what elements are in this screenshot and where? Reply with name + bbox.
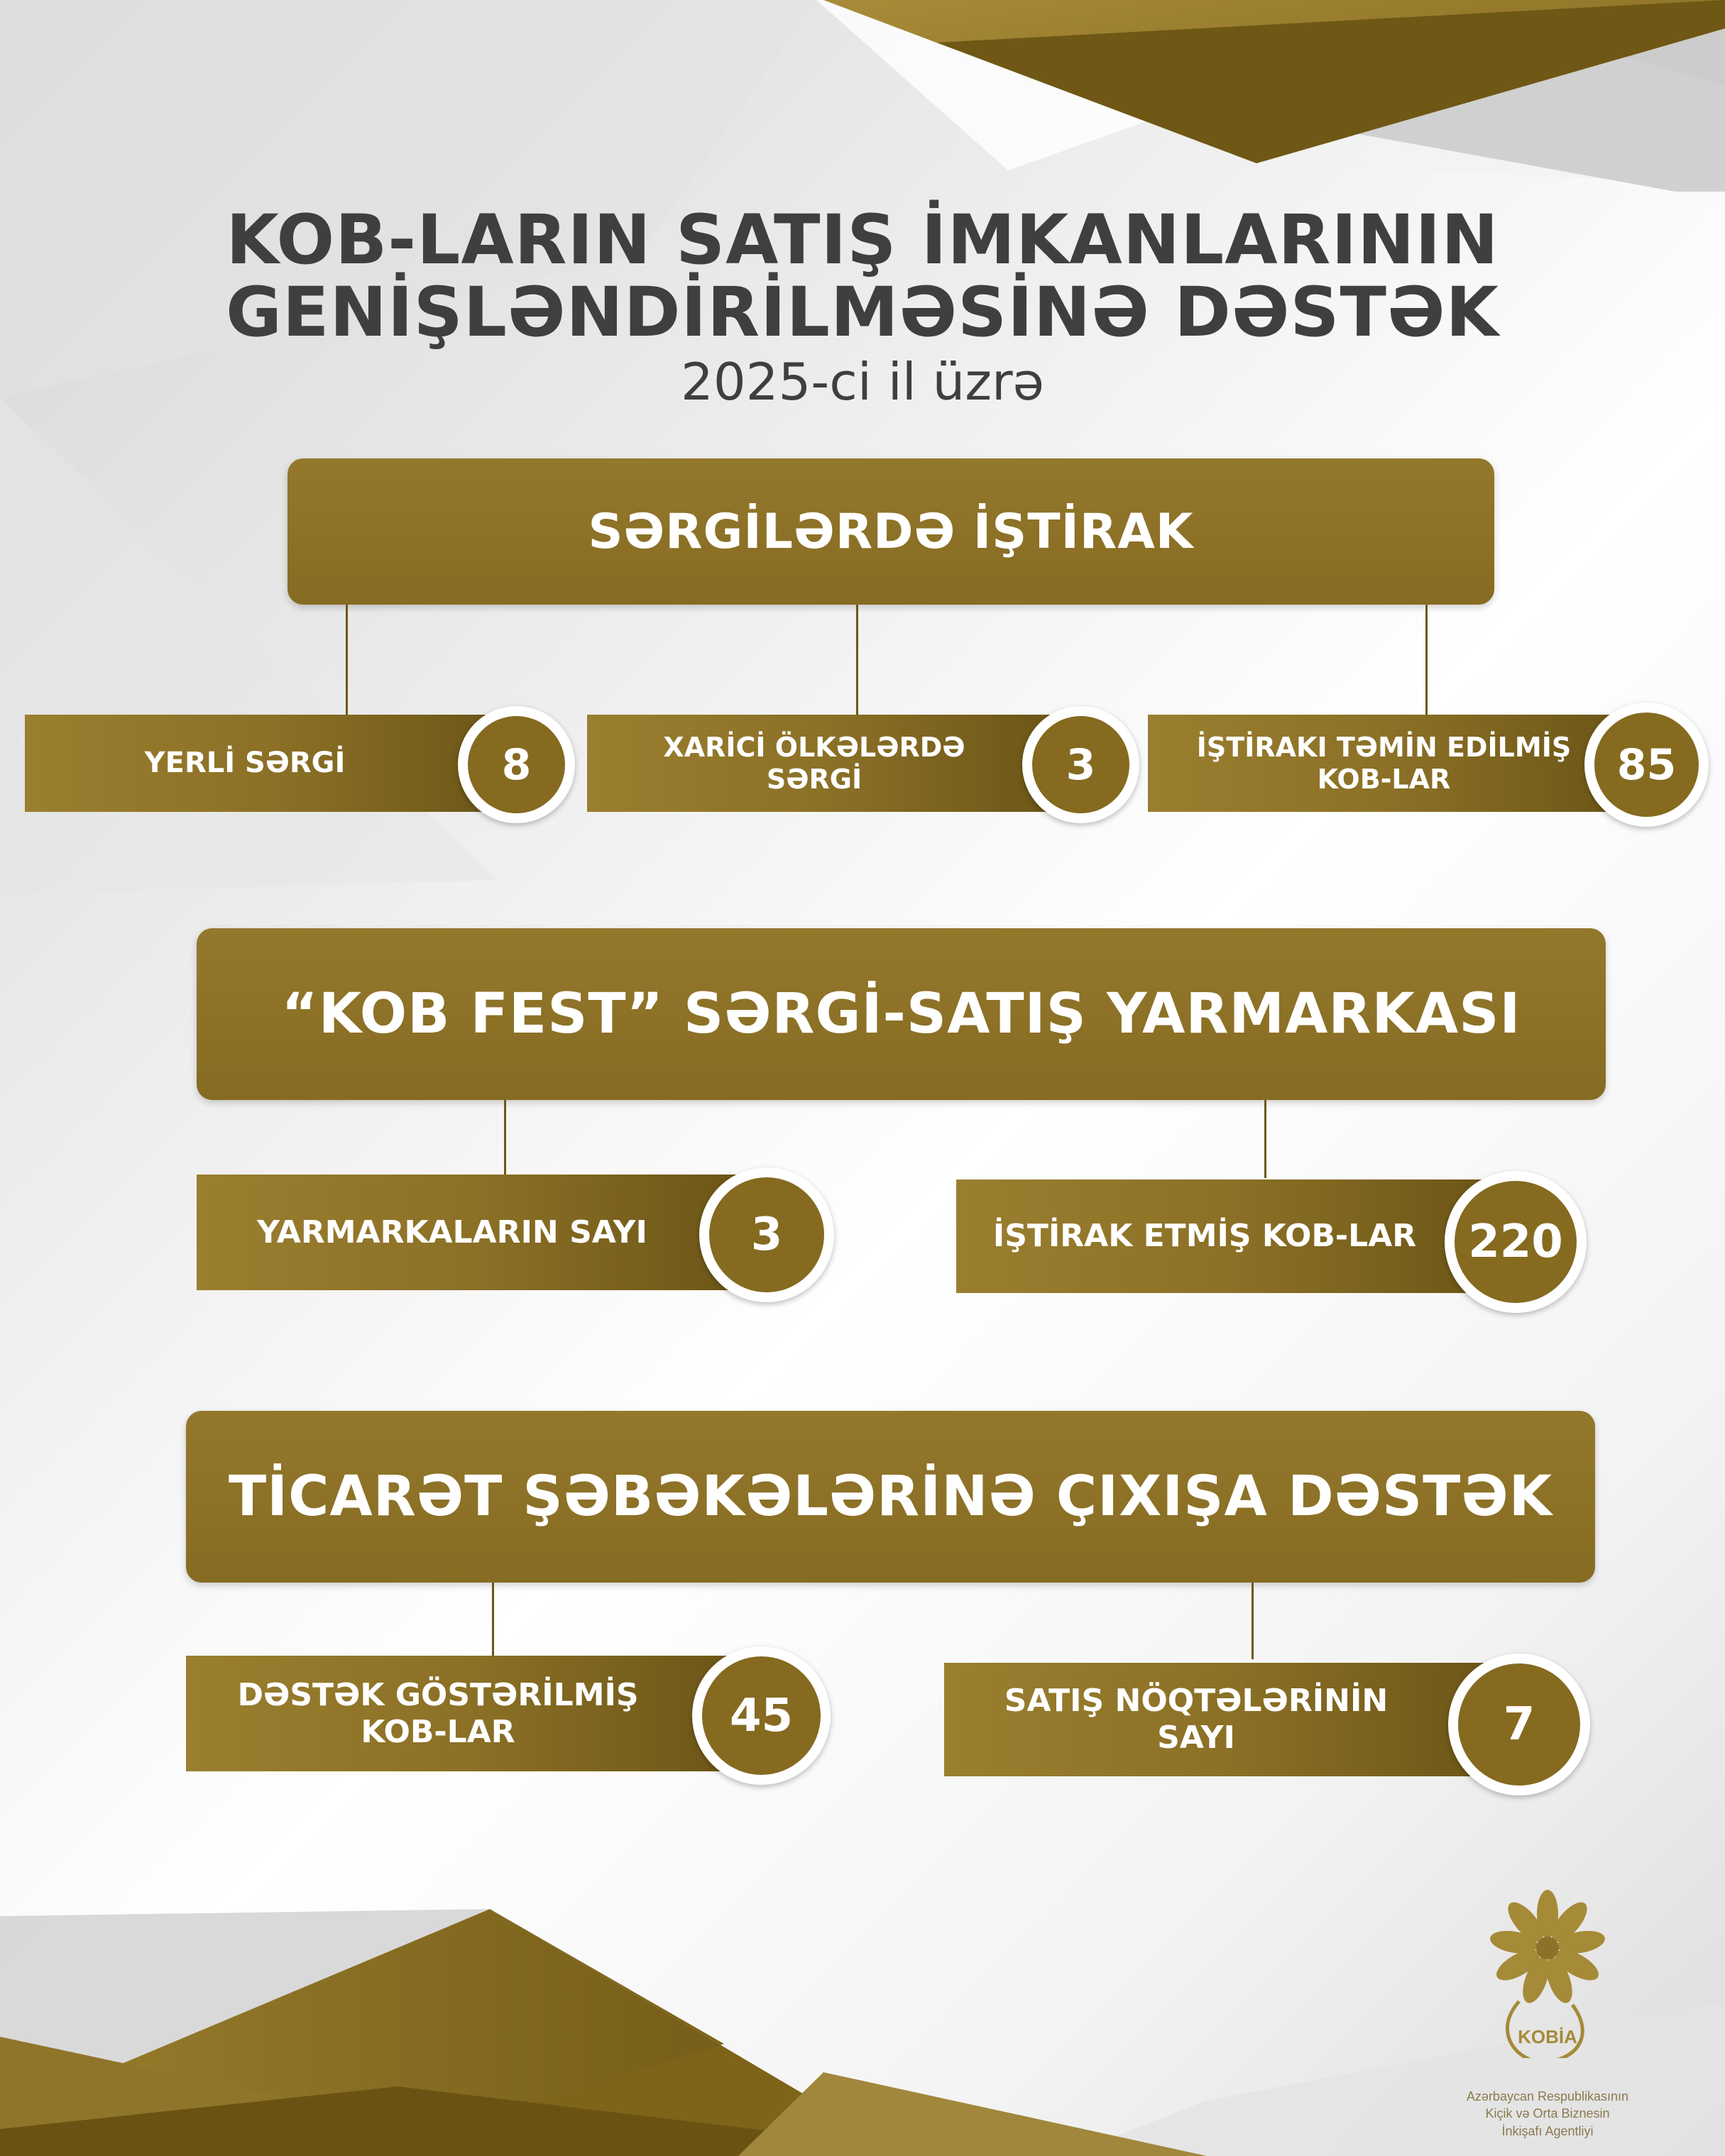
stat-circle-participated-smes: [1445, 1171, 1587, 1313]
connector-line: [492, 1583, 494, 1659]
stat-label-line: XARİCİ ÖLKƏLƏRDƏ: [663, 731, 965, 763]
section-header-kob-fest: “KOB FEST” SƏRGİ-SATIŞ YARMARKASI: [197, 928, 1606, 1100]
logo-caption: [1441, 2088, 1654, 2140]
stat-value: 8: [501, 739, 532, 790]
connector-line: [1264, 1100, 1266, 1178]
logo-caption-line: Kiçik və Orta Biznesin: [1485, 2106, 1610, 2121]
stat-circle-supported-smes: [692, 1646, 831, 1785]
stat-bar-local-exhibition: [25, 715, 522, 812]
stat-circle-foreign-exhibition: [1022, 706, 1139, 823]
stat-circle-participating-smes: [1584, 703, 1709, 827]
section-header-exhibitions: SƏRGİLƏRDƏ İŞTİRAK: [288, 458, 1494, 605]
stat-label: YARMARKALARIN SAYI: [257, 1214, 647, 1250]
stat-bar-participating-smes: [1148, 715, 1638, 812]
stat-value: 3: [750, 1209, 783, 1261]
logo-caption-line: İnkişafı Agentliyi: [1501, 2123, 1594, 2138]
stat-circle-fair-count: [699, 1167, 834, 1302]
stat-bar-supported-smes: [186, 1656, 754, 1771]
stat-value: 7: [1503, 1698, 1535, 1751]
page-subtitle: 2025-ci il üzrə: [681, 352, 1044, 412]
connector-line: [346, 605, 348, 715]
stat-bar-sales-points: [944, 1663, 1512, 1776]
connector-line: [1252, 1583, 1254, 1659]
page-title-line-1: KOB-LARIN SATIŞ İMKANLARININ: [226, 200, 1499, 280]
stat-label-line: SƏRGİ: [766, 763, 862, 795]
stat-circle-local-exhibition: [458, 706, 575, 823]
logo-caption-line: Azərbaycan Respublikasının: [1466, 2089, 1629, 2103]
stat-value: 45: [729, 1689, 794, 1742]
logo-name: KOBİA: [1518, 2026, 1577, 2047]
stat-bar-foreign-exhibition: [587, 715, 1070, 812]
connector-line: [856, 605, 858, 715]
stat-label-line: DƏSTƏK GÖSTƏRİLMİŞ: [237, 1676, 639, 1713]
connector-line: [504, 1100, 506, 1178]
stat-label-line: KOB-LAR: [361, 1713, 515, 1750]
connector-line: [1425, 605, 1428, 715]
stat-label-line: SATIŞ NÖQTƏLƏRİNİN: [1004, 1683, 1389, 1720]
section-header-trade-networks: TİCARƏT ŞƏBƏKƏLƏRİNƏ ÇIXIŞA DƏSTƏK: [186, 1411, 1595, 1583]
stat-label-line: KOB-LAR: [1317, 763, 1451, 795]
stat-value: 220: [1468, 1216, 1563, 1268]
stat-label-line: İŞTİRAKI TƏMİN EDİLMİŞ: [1196, 731, 1572, 763]
stat-value: 3: [1066, 739, 1096, 790]
stat-label: İŞTİRAK ETMİŞ KOB-LAR: [992, 1218, 1417, 1255]
stat-label: YERLİ SƏRGİ: [144, 746, 346, 779]
stat-bar-fair-count: [197, 1175, 757, 1290]
page-title-line-2: GENİŞLƏNDİRİLMƏSİNƏ DƏSTƏK: [226, 273, 1499, 352]
stat-circle-sales-points: [1448, 1654, 1590, 1795]
stat-value: 85: [1616, 739, 1677, 790]
stat-bar-participated-smes: [956, 1179, 1510, 1293]
stat-label-line: SAYI: [1157, 1720, 1235, 1756]
kobia-logo: [1441, 1881, 1654, 2150]
